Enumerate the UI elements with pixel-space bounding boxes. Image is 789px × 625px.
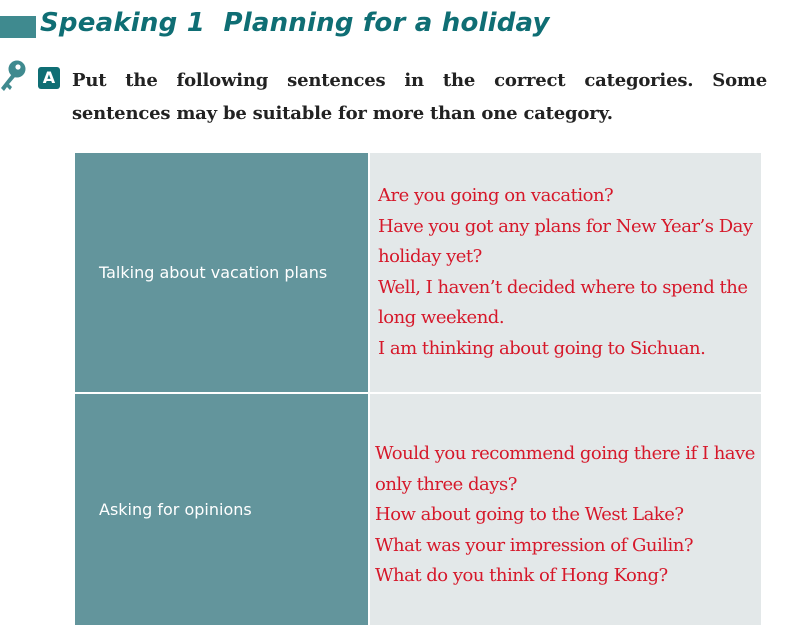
sentence-line: Would you recommend going there if I have [375,443,755,464]
category-label: Talking about vacation plans [99,263,328,282]
sentences-cell-vacation-plans [370,153,761,392]
sentence-line: long weekend. [378,307,505,328]
title-accent-bar [0,16,36,38]
sentence-line: Well, I haven’t decided where to spend the [378,276,748,298]
category-label: Asking for opinions [99,500,252,519]
sentences-cell-asking-opinions [370,394,761,625]
sentence-line: How about going to the West Lake? [375,504,684,525]
sentence-line: What do you think of Hong Kong? [375,565,668,586]
page-title: Speaking 1 Planning for a holiday [40,8,550,38]
sentence-line: Are you going on vacation? [378,185,614,206]
sentence-line: What was your impression of Guilin? [375,534,693,556]
sentence-line: only three days? [375,473,517,495]
key-icon [0,58,30,98]
category-cell-vacation-plans [75,153,368,392]
exercise-badge: A [38,67,60,89]
exercise-instruction: Put the following sentences in the correct categories. Some sentences may be suitable for more than one category. [72,70,767,124]
sentence-line: holiday yet? [378,246,482,267]
sentence-line: I am thinking about going to Sichuan. [378,337,706,359]
category-table [75,153,761,625]
category-cell-asking-opinions [75,394,368,625]
sentence-line: Have you got any plans for New Year’s Day [378,215,753,237]
